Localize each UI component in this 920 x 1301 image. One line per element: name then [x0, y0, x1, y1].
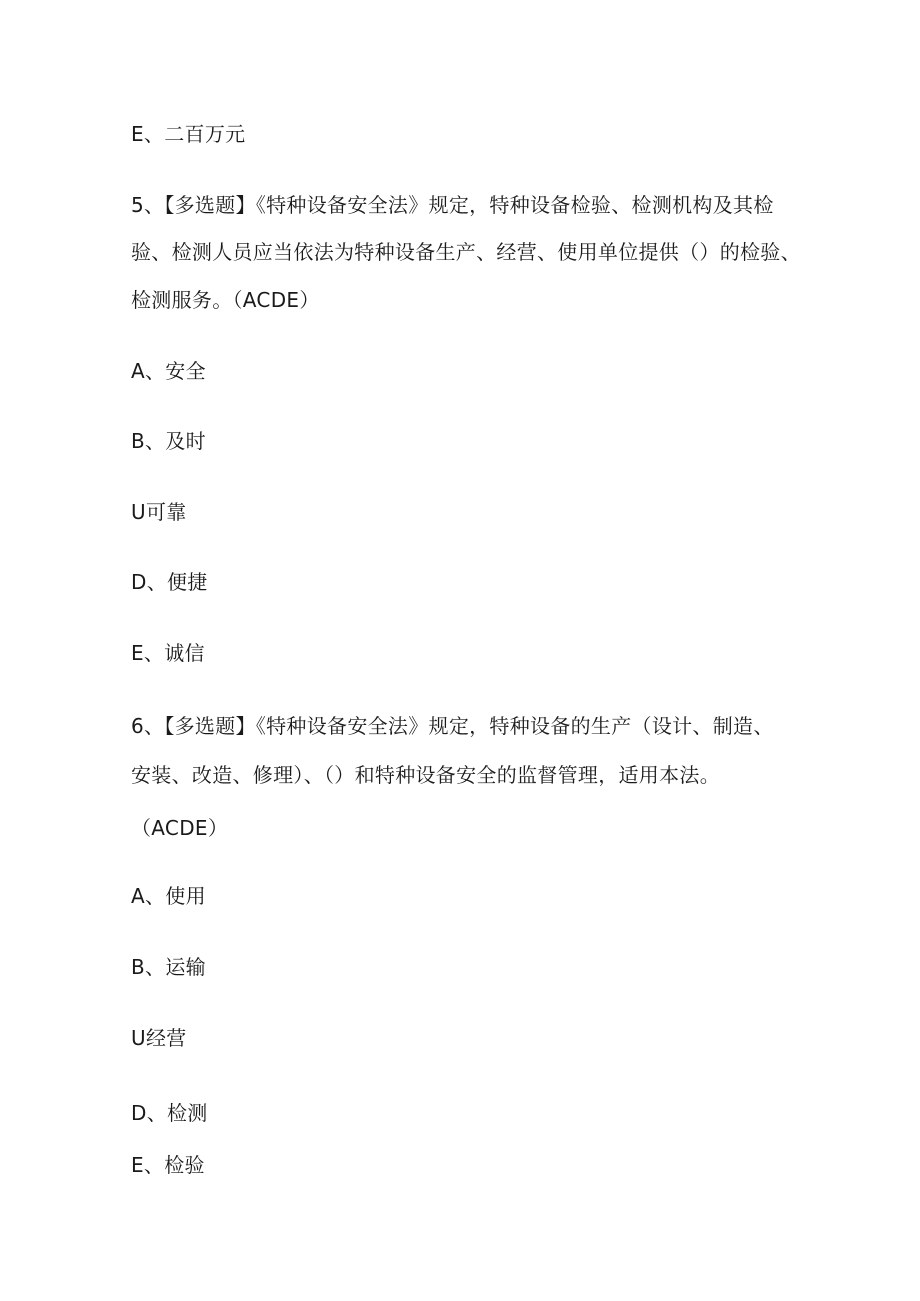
prev-option-e: E、二百万元 [131, 122, 246, 146]
question-5-option-c: U可靠 [131, 500, 187, 524]
question-6-text-line-3: （ACDE） [131, 816, 229, 840]
question-5-text-line-2: 验、检测人员应当依法为特种设备生产、经营、使用单位提供（）的检验、 [131, 240, 801, 264]
question-6-option-b: B、运输 [131, 955, 206, 979]
question-5-option-b: B、及时 [131, 429, 206, 453]
question-6-text-line-2: 安装、改造、修理）、（）和特种设备安全的监督管理，适用本法。 [131, 763, 720, 787]
question-6-option-c: U经营 [131, 1026, 187, 1050]
question-5-text-line-1: 5、【多选题】《特种设备安全法》规定，特种设备检验、检测机构及其检 [131, 193, 774, 217]
question-5-option-d: D、便捷 [131, 570, 208, 594]
question-5-text-line-3: 检测服务。（ACDE） [131, 288, 320, 312]
question-5-option-a: A、安全 [131, 359, 206, 383]
question-6-option-d: D、检测 [131, 1101, 208, 1125]
question-6-option-e: E、检验 [131, 1153, 205, 1177]
question-6-text-line-1: 6、【多选题】《特种设备安全法》规定，特种设备的生产（设计、制造、 [131, 714, 774, 738]
question-6-option-a: A、使用 [131, 884, 206, 908]
question-5-option-e: E、诚信 [131, 641, 205, 665]
